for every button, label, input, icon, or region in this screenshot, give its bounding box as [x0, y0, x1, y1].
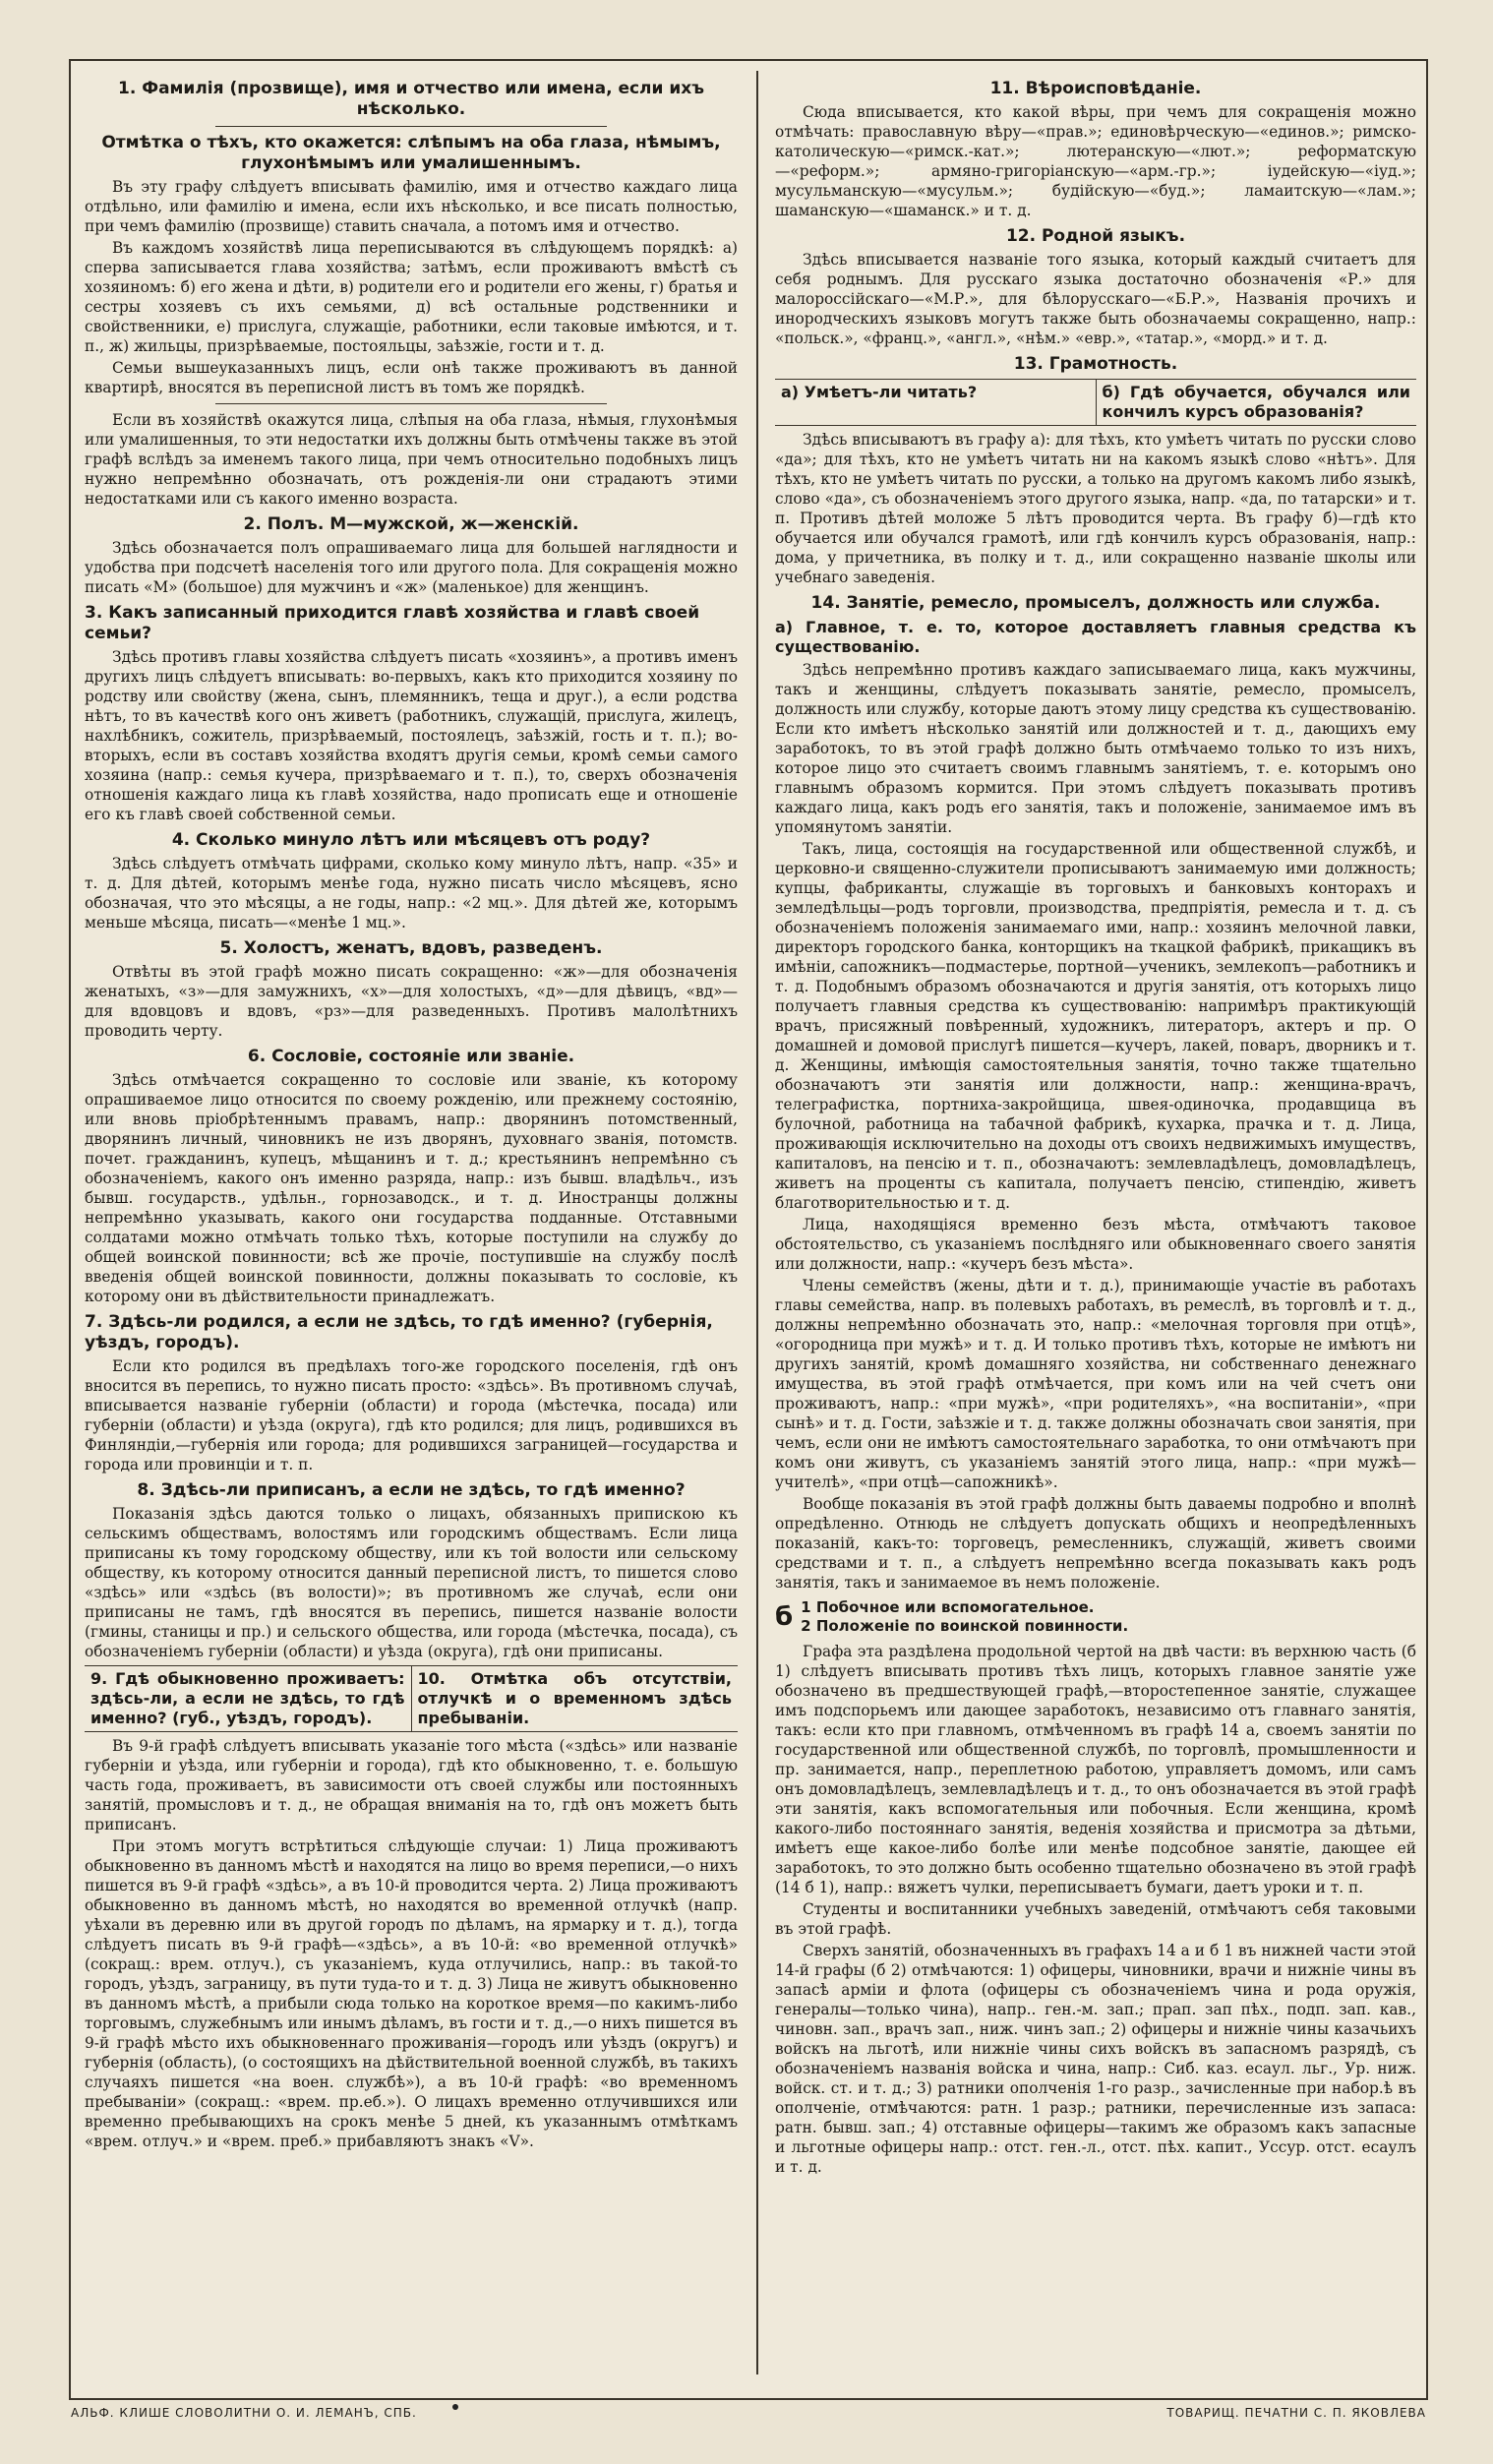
section-1-note-title: Отмѣтка о тѣхъ, кто окажется: слѣпымъ на оба глаза, нѣмымъ, глухонѣмымъ или умалишеннымъ. [101, 133, 721, 173]
section-13-title: 13. Грамотность. [1013, 354, 1178, 374]
right-column [775, 73, 1416, 2369]
section-14a-subtitle: а) Главное, т. е. то, которое доставляетъ главныя средства къ существованію. [775, 618, 1416, 656]
printer-dot [452, 2404, 458, 2410]
section-2-paragraph: Здѣсь обозначается полъ опрашиваемаго лица для большей наглядности и удобства при подсчетѣ населенія того или другого пола. Для сокращенія можно писать «М» (большое) для мужчинъ и «ж» (маленькое) для женщинъ. [85, 539, 738, 596]
section-8-title: 8. Здѣсь-ли приписанъ, а если не здѣсь, то гдѣ именно? [137, 1480, 686, 1500]
section-12-title: 12. Родной языкъ. [1005, 226, 1186, 246]
separator [215, 403, 607, 404]
section-1-paragraph: Въ эту графу слѣдуетъ вписывать фамилію, имя и отчество каждаго лица отдѣльно, или фамилію и имена, если ихъ нѣсколько, и все писать полностью, при чемъ фамилію (прозвище) ставить сначала, а потомъ имя и отчество. [85, 178, 738, 235]
section-13-subheader [775, 379, 1416, 426]
section-3-title: 3. Какъ записанный приходится главѣ хозяйства и главѣ своей семьи? [85, 603, 700, 643]
section-6-paragraph: Здѣсь отмѣчается сокращенно то сословіе или званіе, къ которому опрашиваемое лицо относится по своему рожденію, или прежнему состоянію, или вновь пріобрѣтеннымъ правамъ, напр.: дворянинъ потомственный, дворянинъ личный, чиновникъ не изъ дворянъ, духовнаго званія, потомств. почет. гражданинъ, купецъ, мѣщанинъ и т. д.; крестьянинъ непремѣнно съ обозначеніемъ, какого онъ именно разряда, напр.: изъ бывш. владѣльч., изъ бывш. государств., удѣльн., горнозаводск., и т. д. Иностранцы должны непремѣнно указывать, какого они государства подданные. Отставными солдатами можно отмѣчать только тѣхъ, которые поступили на службу до общей воинской повинности; всѣ же прочіе, поступившіе на службу послѣ введенія общей воинской повинности, должны показывать то сословіе, къ которому они въ дѣйствительности принадлежатъ. [85, 1071, 738, 1305]
section-5-title: 5. Холостъ, женатъ, вдовъ, разведенъ. [219, 938, 603, 958]
section-13-paragraph: Здѣсь вписываютъ въ графу а): для тѣхъ, кто умѣетъ читать по русски слово «да»; для тѣхъ, кто не умѣетъ читать ни на какомъ языкѣ слово «нѣтъ». Для тѣхъ, кто не умѣетъ читать по русски, а только на другомъ какомъ либо языкѣ, слово «да», съ обозначеніемъ этого другого языка, напр. «да, по татарски» и т. п. Противъ дѣтей моложе 5 лѣтъ проводится черта. Въ графу б)—гдѣ кто обучается или обучался грамотѣ, или гдѣ кончилъ курсъ образованія, напр.: дома, у причетника, въ полку и т. д., или сокращенно названіе школы или учебнаго заведенія. [775, 431, 1416, 586]
section-13b-label: б) Гдѣ обучается, обучался или кончилъ курсъ образованія? [1102, 383, 1410, 421]
footer-right-imprint: ТОВАРИЩ. ПЕЧАТНИ С. П. ЯКОВЛЕВА [1166, 2406, 1426, 2420]
section-13a-label: а) Умѣетъ-ли читать? [775, 380, 1097, 425]
section-9-paragraph: При этомъ могутъ встрѣтиться слѣдующіе случаи: 1) Лица проживаютъ обыкновенно въ данномъ мѣстѣ и находятся на лицо во время переписи,—о нихъ пишется въ 9-й графѣ «здѣсь», а въ 10-й проводится черта. 2) Лица проживаютъ обыкновенно въ данномъ мѣстѣ, но находятся во временной отлучкѣ (напр. уѣхали въ деревню или въ другой городъ по дѣламъ, на ярмарку и т. д.), тогда слѣдуетъ писать въ 9-й графѣ—«здѣсь», а въ 10-й: «во временной отлучкѣ» (сокращ.: врем. отлуч.), съ указаніемъ, куда отлучились, напр.: въ такой-то городъ, уѣздъ, заграницу, въ пути туда-то и т. д. 3) Лица не живутъ обыкновенно въ данномъ мѣстѣ, а прибыли сюда только на короткое время—по какимъ-либо торговымъ, служебнымъ или инымъ дѣламъ, въ гости и т. д.,—о нихъ пишется въ 9-й графѣ мѣсто ихъ обыкновеннаго проживанія—городъ или уѣздъ (округъ) и губернія (область), (о состоящихъ на дѣйствительной военной службѣ, въ такихъ случаяхъ пишется «на воен. службѣ»), а въ 10-й графѣ: «во временномъ пребываніи» (сокращ.: «врем. пр.еб.»). О лицахъ временно отлучившихся или временно пребывающихъ на срокъ менѣе 5 дней, къ указаннымъ отмѣткамъ «врем. отлуч.» и «врем. преб.» прибавляютъ знакъ «V». [85, 1837, 738, 2150]
column-divider [756, 71, 758, 2374]
separator [215, 126, 607, 127]
section-5-paragraph: Отвѣты въ этой графѣ можно писать сокращенно: «ж»—для обозначенія женатыхъ, «з»—для замужнихъ, «х»—для холостыхъ, «д»—для дѣвицъ, «вд»—для вдовцовъ и вдовъ, «рз»—для разведенныхъ. Противъ малолѣтнихъ проводить черту. [85, 963, 738, 1040]
section-11-title: 11. Вѣроисповѣданіе. [989, 79, 1202, 98]
section-14-title: 14. Занятіе, ремесло, промыселъ, должность или служба. [810, 593, 1381, 613]
section-2-title: 2. Полъ. М—мужской, ж—женскій. [243, 514, 579, 534]
section-14b2-title: 2 Положеніе по воинской повинности. [801, 1617, 1129, 1635]
section-14b-letter: б [775, 1601, 794, 1632]
section-7-paragraph: Если кто родился въ предѣлахъ того-же городского поселенія, гдѣ онъ вносится въ перепись, то нужно писать просто: «здѣсь». Въ противномъ случаѣ, вписывается названіе губерніи (области) и города (мѣстечка, посада) или губерніи (области) и уѣзда (округа), гдѣ кто родился; для лицъ, родившихся въ Финляндіи,—губернія или города; для родившихся заграницей—государства и города или провинціи и т. п. [85, 1357, 738, 1473]
section-14-paragraph: Вообще показанія въ этой графѣ должны быть даваемы подробно и вполнѣ опредѣленно. Отнюдь не слѣдуетъ допускать общихъ и неопредѣленныхъ показаній, какъ-то: торговецъ, ремесленникъ, служащій, живетъ своими средствами и т. п., а слѣдуетъ непремѣнно всегда показывать какъ родъ занятія, такъ и занимаемое въ немъ положеніе. [775, 1495, 1416, 1592]
section-4-paragraph: Здѣсь слѣдуетъ отмѣчать цифрами, сколько кому минуло лѣтъ, напр. «35» и т. д. Для дѣтей, которымъ менѣе года, нужно писать число мѣсяцевъ, ясно обозначая, что это мѣсяцы, а не годы, напр.: «2 мц.». Для дѣтей же, которымъ меньше мѣсяца, писать—«менѣе 1 мц.». [85, 855, 738, 932]
section-4-title: 4. Сколько минуло лѣтъ или мѣсяцевъ отъ роду? [171, 830, 651, 850]
section-10-title: 10. Отмѣтка объ отсутствіи, отлучкѣ и о временномъ здѣсь пребываніи. [417, 1669, 732, 1727]
section-1-paragraph: Семьи вышеуказанныхъ лицъ, если онѣ также проживаютъ въ данной квартирѣ, вносятся въ переписной листъ въ томъ же порядкѣ. [85, 359, 738, 396]
instruction-page [69, 59, 1428, 2420]
section-14b-paragraph: Студенты и воспитанники учебныхъ заведеній, отмѣчаютъ себя таковыми въ этой графѣ. [775, 1900, 1416, 1938]
section-14b-paragraph: Графа эта раздѣлена продольной чертой на двѣ части: въ верхнюю часть (б 1) слѣдуетъ вписывать противъ тѣхъ лицъ, которыхъ главное занятіе уже обозначено въ предшествующей графѣ,—второстепенное занятіе, служащее имъ подспорьемъ или дающее заработокъ, независимо отъ главнаго занятія, такъ: если кто при главномъ, отмѣченномъ въ графѣ 14 а, своемъ занятіи по государственной или общественной службѣ, по торговлѣ, промышленности и пр. занимается, напр., переплетною работою, управляетъ домомъ, или самъ онъ домовладѣлецъ, землевладѣлецъ и т. д., то онъ обозначается въ этой графѣ эти занятія, какъ вспомогательныя или побочныя. Если женщина, кромѣ какого-либо постояннаго занятія, веденія хозяйства и присмотра за дѣтьми, имѣетъ еще какое-либо болѣе или менѣе подсобное занятіе, дающее ей заработокъ, то это должно быть особенно тщательно обозначено въ этой графѣ (14 б 1), напр.: вяжетъ чулки, переписываетъ бумаги, даетъ уроки и т. п. [775, 1643, 1416, 1896]
section-14-paragraph: Лица, находящіяся временно безъ мѣста, отмѣчаютъ таковое обстоятельство, съ указаніемъ послѣдняго или обыкновеннаго своего занятія или должности, напр.: «кучеръ безъ мѣста». [775, 1216, 1416, 1273]
section-14b-header [775, 1598, 1416, 1636]
footer-left-imprint: АЛЬФ. КЛИШЕ СЛОВОЛИТНИ О. И. ЛЕМАНЪ, СПБ. [71, 2406, 417, 2420]
section-6-title: 6. Сословіе, состояніе или званіе. [247, 1047, 575, 1066]
section-9-paragraph: Въ 9-й графѣ слѣдуетъ вписывать указаніе того мѣста («здѣсь» или названіе губерніи и уѣзда, или губерніи и города), гдѣ кто обыкновенно, т. е. большую часть года, проживаетъ, въ зависимости отъ своей службы или постоянныхъ занятій, промысловъ и т. д., не обращая вниманія на то, гдѣ онъ можетъ быть приписанъ. [85, 1737, 738, 1833]
section-3-paragraph: Здѣсь противъ главы хозяйства слѣдуетъ писать «хозяинъ», а противъ именъ другихъ лицъ слѣдуетъ вписывать: во-первыхъ, какъ кто приходится хозяину по родству или свойству (жена, сынъ, племянникъ, теща и друг.), а если родства нѣтъ, то въ качествѣ кого онъ живетъ (работникъ, служащій, прислуга, жилецъ, нахлѣбникъ, сожитель, призрѣваемый, постоялецъ, заѣзжій, гость и т. п.); во-вторыхъ, если въ составъ хозяйства входятъ другія семьи, кромѣ семьи самого хозяина (напр.: семья кучера, призрѣваемаго и т. п.), то, сверхъ обозначенія отношенія каждаго лица къ главѣ хозяйства, надо прописать еще и отношеніе его къ главѣ своей собственной семьи. [85, 648, 738, 823]
section-1-title: 1. Фамилія (прозвище), имя и отчество или имена, если ихъ нѣсколько. [118, 79, 704, 119]
section-11-paragraph: Сюда вписывается, кто какой вѣры, при чемъ для сокращенія можно отмѣчать: православную вѣру—«прав.»; единовѣрческую—«единов.»; римско-католическую—«римск.-кат.»; лютеранскую—«лют.»; реформатскую—«реформ.»; армяно-григоріанскую—«арм.-гр.»; іудейскую—«іуд.»; мусульманскую—«мусульм.»; будійскую—«буд.»; ламаитскую—«лам.»; шаманскую—«шаманск.» и т. д. [775, 103, 1416, 219]
section-14-paragraph: Члены семействъ (жены, дѣти и т. д.), принимающіе участіе въ работахъ главы семейства, напр. въ полевыхъ работахъ, въ ремеслѣ, въ торговлѣ и т. д., должны непремѣнно обозначать это, напр.: «мелочная торговля при отцѣ», «огородница при мужѣ» и т. д. И только противъ тѣхъ, которые не имѣютъ ни другихъ занятій, кромѣ домашняго хозяйства, ни собственнаго денежнаго имущества, въ этой графѣ отмѣчается, при комъ или на чей счетъ они проживаютъ, напр.: «при мужѣ», «при родителяхъ», «на воспитаніи», «при сынѣ» и т. д. Гости, заѣзжіе и т. д. также должны обозначать свои занятія, при чемъ, если они не имѣютъ самостоятельнаго заработка, то они отмѣчаютъ при комъ они живутъ, съ указаніемъ занятій этого лица, напр.: «при мужѣ—учителѣ», «при отцѣ—сапожникѣ». [775, 1277, 1416, 1491]
section-9-title: 9. Гдѣ обыкновенно проживаетъ: здѣсь-ли, а если не здѣсь, то гдѣ именно? (губ., уѣздъ, городъ). [85, 1666, 412, 1731]
sections-9-10-header [85, 1665, 738, 1732]
section-14-paragraph: Здѣсь непремѣнно противъ каждаго записываемаго лица, какъ мужчины, такъ и женщины, слѣдуетъ показывать занятіе, ремесло, промыселъ, должность или службу, которые даютъ этому лицу средства къ существованію. Если кто имѣетъ нѣсколько занятій или должностей и т. д., дающихъ ему заработокъ, то въ этой графѣ должно быть отмѣчаемо только то изъ нихъ, которое лицо это считаетъ своимъ главнымъ занятіемъ, т. е. которымъ оно главнымъ образомъ кормится. При этомъ слѣдуетъ показывать противъ каждаго лица, какъ родъ его занятія, такъ и положеніе, занимаемое имъ въ упомянутомъ занятіи. [775, 661, 1416, 836]
section-14b-paragraph: Сверхъ занятій, обозначенныхъ въ графахъ 14 а и б 1 въ нижней части этой 14-й графы (б 2) отмѣчаются: 1) офицеры, чиновники, врачи и нижніе чины въ запасѣ арміи и флота (офицеры съ обозначеніемъ чина и рода оружія, генералы—только чина), напр.. ген.-м. зап.; прап. зап пѣх., подп. зап. кав., чиновн. зап., врачъ зап., ниж. чинъ зап.; 2) офицеры и нижніе чины казачьихъ войскъ на льготѣ, или нижніе чины сихъ войскъ въ запасномъ разрядѣ, съ обозначеніемъ названія войска и чина, напр.: Сиб. каз. есаул. льг., Ур. ниж. войск. ст. и т. д.; 3) ратники ополченія 1-го разр., зачисленные при набор.ѣ въ ополченіе, отмѣчаются: ратн. 1 разр.; ратники, перечисленные изъ запаса: ратн. бывш. зап.; 4) отставные офицеры—такимъ же образомъ какъ запасные и льготные офицеры напр.: отст. ген.-л., отст. пѣх. капит., Уссур. отст. есаулъ и т. д. [775, 1942, 1416, 2176]
section-14b1-title: 1 Побочное или вспомогательное. [801, 1598, 1095, 1616]
section-1-paragraph: Если въ хозяйствѣ окажутся лица, слѣпыя на оба глаза, нѣмыя, глухонѣмыя или умалишенныя, то эти недостатки ихъ должны быть отмѣчены также въ этой графѣ вслѣдъ за именемъ такого лица, при чемъ относительно подобныхъ лицъ нужно непремѣнно обозначать, отъ рожденія-ли они страдаютъ этими недостатками или съ какого именно возраста. [85, 411, 738, 508]
section-7-title: 7. Здѣсь-ли родился, а если не здѣсь, то гдѣ именно? (губернія, уѣздъ, городъ). [85, 1312, 713, 1352]
section-14-paragraph: Такъ, лица, состоящія на государственной или общественной службѣ, и церковно-и священно-служители прописываютъ занимаемую ими должность; купцы, фабриканты, служащіе въ торговыхъ и банковыхъ конторахъ и земледѣльцы—родъ торговли, производства, предпріятія, ремесла и т. д. съ обозначеніемъ положенія занимаемаго ими, напр.: хозяинъ мелочной лавки, директоръ городского банка, конторщикъ на ткацкой фабрикѣ, прикащикъ въ имѣніи, сапожникъ—подмастерье, портной—ученикъ, землекопъ—работникъ и т. д. Подобнымъ образомъ обозначаются и другія занятія, отъ которыхъ лицо получаетъ главныя средства къ существованію: напримѣръ практикующій врачъ, присяжный повѣренный, художникъ, литераторъ, актеръ и пр. О домашней и домовой прислугѣ пишется—кучеръ, лакей, поваръ, дворникъ и т. д. Женщины, имѣющія самостоятельныя занятія, точно также тщательно обозначаютъ эти занятія или должности, напр.: женщина-врачъ, телеграфистка, портниха-закройщица, швея-одиночка, продавщица въ булочной, работница на табачной фабрикѣ, кухарка, прачка и т. д. Лица, проживающія исключительно на доходы отъ своихъ недвижимыхъ имуществъ, капиталовъ, на пенсію и т. п., обозначаютъ: землевладѣлецъ, домовладѣлецъ, живетъ на проценты съ капитала, получаетъ пенсію, стипендію, живетъ благотворительностью и т. д. [775, 840, 1416, 1212]
left-column [85, 73, 738, 2369]
section-1-paragraph: Въ каждомъ хозяйствѣ лица переписываются въ слѣдующемъ порядкѣ: а) сперва записывается глава хозяйства; затѣмъ, если проживаютъ вмѣстѣ съ хозяиномъ: б) его жена и дѣти, в) родители его и родители его жены, г) братья и сестры хозяевъ съ ихъ семьями, д) всѣ остальные родственники и свойственники, е) прислуга, служащіе, работники, если таковые имѣются, и т. п., ж) жильцы, призрѣваемые, постояльцы, заѣзжіе, гости и т. д. [85, 239, 738, 355]
section-8-paragraph: Показанія здѣсь даются только о лицахъ, обязанныхъ припискою къ сельскимъ обществамъ, волостямъ или городскимъ обществамъ. Если лица приписаны къ тому городскому обществу, или къ той волости или сельскому обществу, къ которому относится данный переписной листъ, то пишется слово «здѣсь» или «здѣсь (въ волости)»; въ противномъ же случаѣ, если они приписаны не тамъ, гдѣ вносятся въ перепись, пишется названіе волости (гмины, станицы и пр.) и сельского общества, или города (мѣстечка, посада), съ обозначеніемъ губерніи (области) и уѣзда (округа), гдѣ они приписаны. [85, 1505, 738, 1660]
section-12-paragraph: Здѣсь вписывается названіе того языка, который каждый считаетъ для себя роднымъ. Для русскаго языка достаточно обозначенія «Р.» для малороссійскаго—«М.Р.», для бѣлорусскаго—«Б.Р.», Названія прочихъ и инородческихъ языковъ могутъ также быть обозначаемы сокращенно, напр.: «польск.», «франц.», «англ.», «нѣм.» «евр.», «татар.», «морд.» и т. д. [775, 251, 1416, 347]
